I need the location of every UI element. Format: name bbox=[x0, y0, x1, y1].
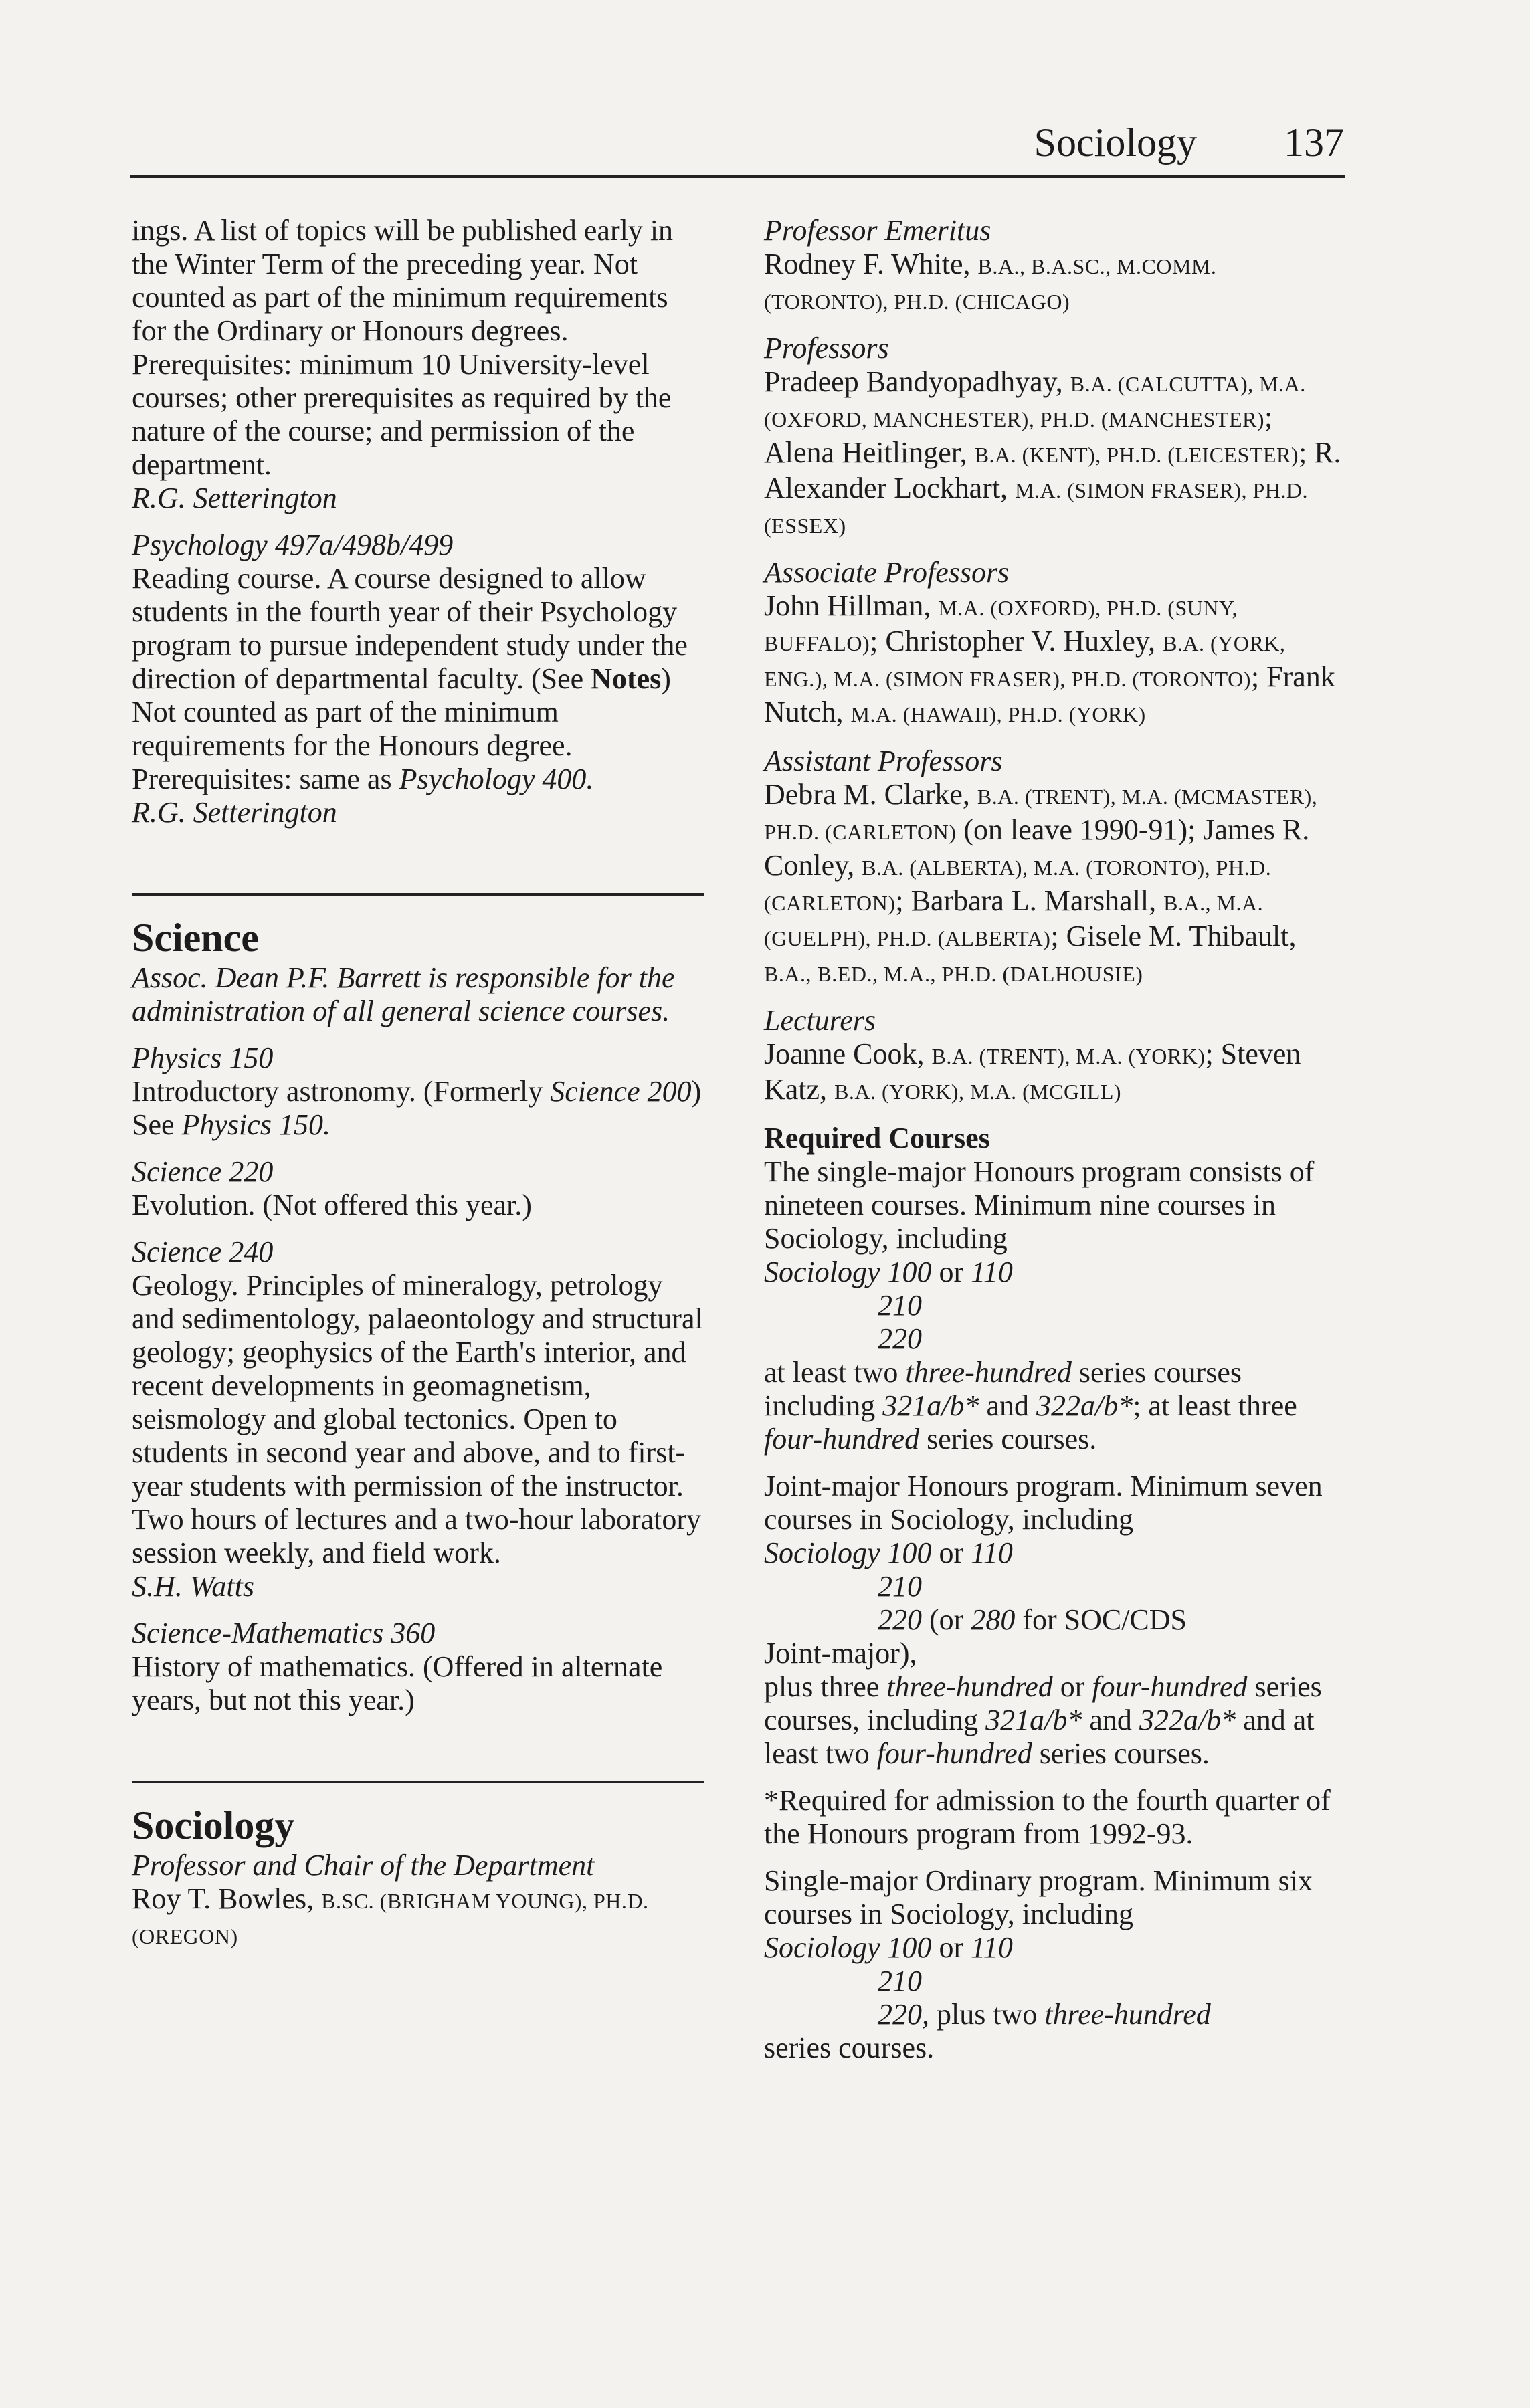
course-description: ings. A list of topics will be published early in the Winter Term of the preceding year. Not counted as part of the minimum requirements for the Ordinary or Honours degrees. Prerequisites: minimum 10 University-level courses; other prerequisites as required by the nature of the course; and permission of the department. bbox=[132, 214, 674, 481]
section-rule bbox=[132, 1781, 704, 1783]
faculty-entry: Joanne Cook, B.A. (TRENT), M.A. (YORK); Steven Katz, B.A. (YORK), M.A. (MCGILL) bbox=[764, 1037, 1301, 1106]
course-title: Science 220 bbox=[132, 1155, 274, 1188]
course-description: Geology. Principles of mineralogy, petrology and sedimentology, palaeontology and structural geology; geophysics of the Earth's interior, and recent developments in geomagnetism, seismology and global tectonics. Open to students in second year and above, and to first-year students with permission of the instructor. Two hours of lectures and a two-hour laboratory session weekly, and field work. bbox=[132, 1269, 703, 1569]
header-rule bbox=[130, 175, 1345, 178]
faculty-entry: Debra M. Clarke, B.A. (TRENT), M.A. (MCMASTER), PH.D. (CARLETON) (on leave 1990-91); James R. Conley, B.A. (ALBERTA), M.A. (TORONTO), PH.D. (CARLETON); Barbara L. Marshall, B.A., M.A. (GUELPH), PH.D. (ALBERTA); Gisele M. Thibault, B.A., B.ED., M.A., PH.D. (DALHOUSIE) bbox=[764, 778, 1318, 986]
course-title: Science-Mathematics 360 bbox=[132, 1617, 436, 1649]
sociology-chair bbox=[132, 1849, 704, 1953]
faculty-lecturers bbox=[764, 1004, 1346, 1108]
single-major-ordinary bbox=[764, 1864, 1346, 2065]
faculty-entry: John Hillman, M.A. (OXFORD), PH.D. (SUNY, BUFFALO); Christopher V. Huxley, B.A. (YORK, ENG.), M.A. (SIMON FRASER), PH.D. (TORONTO); Frank Nutch, M.A. (HAWAII), PH.D. (YORK) bbox=[764, 589, 1335, 728]
faculty-rank: Professors bbox=[764, 332, 889, 365]
course-line: 220 (or 280 for SOC/CDS bbox=[878, 1603, 1187, 1636]
course-line: Sociology 100 or 110 bbox=[764, 1256, 1013, 1288]
section-rule bbox=[132, 893, 704, 896]
course-science-240 bbox=[132, 1235, 704, 1603]
course-line: Joint-major), bbox=[764, 1637, 917, 1670]
section-heading-science: Science bbox=[132, 916, 259, 960]
faculty-rank: Professor Emeritus bbox=[764, 214, 991, 247]
left-column bbox=[132, 214, 704, 1967]
program-intro: Single-major Ordinary program. Minimum six courses in Sociology, including bbox=[764, 1864, 1313, 1930]
single-major-honours bbox=[764, 1155, 1346, 1456]
course-instructor: R.G. Setterington bbox=[132, 796, 337, 829]
course-instructor: R.G. Setterington bbox=[132, 482, 337, 514]
course-line: 210 bbox=[878, 1289, 922, 1322]
course-description: Reading course. A course designed to allow students in the fourth year of their Psychology program to pursue independent study under the direction of departmental faculty. (See Notes) Not counted as part of the minimum requirements for the Honours degree. Prerequisites: same as Psychology 400. bbox=[132, 562, 688, 795]
course-line: 210 bbox=[878, 1965, 922, 1997]
course-description: History of mathematics. (Offered in alternate years, but not this year.) bbox=[132, 1650, 663, 1716]
program-intro: The single-major Honours program consists of nineteen courses. Minimum nine courses in Sociology, including bbox=[764, 1155, 1315, 1255]
program-requirements: plus three three-hundred or four-hundred series courses, including 321a/b* and 322a/b* and at least two four-hundred series courses. bbox=[764, 1670, 1322, 1770]
course-instructor: S.H. Watts bbox=[132, 1570, 254, 1603]
header-section-title: Sociology bbox=[1034, 120, 1197, 165]
course-line: 210 bbox=[878, 1570, 922, 1603]
faculty-rank: Lecturers bbox=[764, 1004, 876, 1037]
faculty-rank: Associate Professors bbox=[764, 556, 1010, 589]
course-title: Psychology 497a/498b/499 bbox=[132, 528, 454, 561]
running-header bbox=[1034, 119, 1344, 166]
course-line: Sociology 100 or 110 bbox=[764, 1536, 1013, 1569]
course-line: Sociology 100 or 110 bbox=[764, 1931, 1013, 1964]
program-requirements: at least two three-hundred series courses including 321a/b* and 322a/b*; at least three four-hundred series courses. bbox=[764, 1356, 1297, 1456]
course-psychology-497 bbox=[132, 528, 704, 829]
page-number: 137 bbox=[1284, 120, 1344, 165]
footnote-text: *Required for admission to the fourth quarter of the Honours program from 1992-93. bbox=[764, 1784, 1331, 1850]
course-line: 220 bbox=[878, 1322, 922, 1355]
faculty-entry: Roy T. Bowles, B.SC. (BRIGHAM YOUNG), PH.D. (OREGON) bbox=[132, 1882, 649, 1948]
course-title: Physics 150 bbox=[132, 1041, 274, 1074]
course-description: Evolution. (Not offered this year.) bbox=[132, 1189, 532, 1221]
course-description: Introductory astronomy. (Formerly Science 200) See Physics 150. bbox=[132, 1075, 702, 1141]
faculty-entry: Pradeep Bandyopadhyay, B.A. (CALCUTTA), M.A. (OXFORD, MANCHESTER), PH.D. (MANCHESTER); Alena Heitlinger, B.A. (KENT), PH.D. (LEICESTER); R. Alexander Lockhart, M.A. (SIMON FRASER), PH.D. (ESSEX) bbox=[764, 365, 1341, 538]
science-intro bbox=[132, 961, 704, 1028]
course-physics-150 bbox=[132, 1041, 704, 1142]
faculty-associate-professors bbox=[764, 556, 1346, 731]
faculty-entry: Rodney F. White, B.A., B.A.SC., M.COMM. (TORONTO), PH.D. (CHICAGO) bbox=[764, 247, 1217, 314]
right-column bbox=[764, 214, 1346, 2078]
course-line: 220, plus two three-hundred bbox=[878, 1998, 1211, 2031]
admission-footnote bbox=[764, 1784, 1346, 1851]
faculty-professors bbox=[764, 332, 1346, 542]
program-intro: Joint-major Honours program. Minimum seven courses in Sociology, including bbox=[764, 1470, 1323, 1536]
section-heading-sociology: Sociology bbox=[132, 1803, 295, 1847]
joint-major-honours bbox=[764, 1470, 1346, 1771]
faculty-rank: Professor and Chair of the Department bbox=[132, 1849, 595, 1882]
course-continuation bbox=[132, 214, 704, 515]
course-line: series courses. bbox=[764, 2031, 935, 2064]
course-science-220 bbox=[132, 1155, 704, 1222]
faculty-assistant-professors bbox=[764, 744, 1346, 991]
required-courses-heading: Required Courses bbox=[764, 1122, 990, 1155]
faculty-emeritus bbox=[764, 214, 1346, 318]
science-admin-note: Assoc. Dean P.F. Barrett is responsible for the administration of all general science courses. bbox=[132, 961, 675, 1027]
course-title: Science 240 bbox=[132, 1235, 274, 1268]
faculty-rank: Assistant Professors bbox=[764, 744, 1003, 777]
course-science-mathematics-360 bbox=[132, 1617, 704, 1717]
